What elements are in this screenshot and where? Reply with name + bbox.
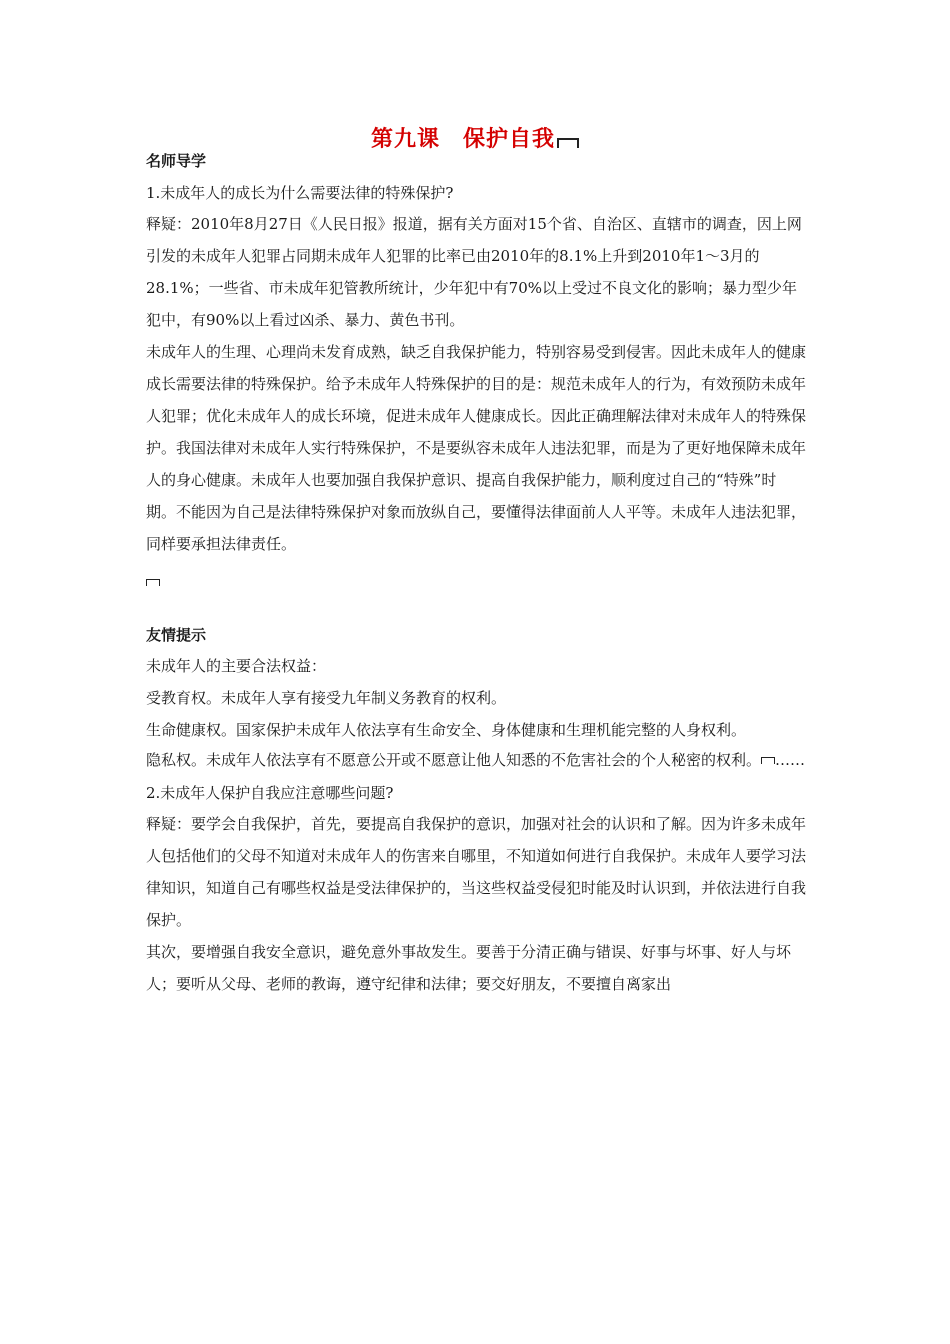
section-heading-tips: 友情提示 (146, 626, 207, 644)
question-2-body: 其次，要增强自我安全意识，避免意外事故发生。要善于分清正确与错误、好事与坏事、好人与坏人；要听从父母、老师的教诲，遵守纪律和法律；要交好朋友，不要擅自离家出 (146, 943, 792, 993)
bracket-mark-icon (761, 757, 775, 764)
question-2-explanation: 释疑：要学会自我保护，首先，要提高自我保护的意识，加强对社会的认识和了解。因为许多未成年人包括他们的父母不知道对未成年人的伤害来自哪里，不知道如何进行自我保护。未成年人要学习法律知识，知道自己有哪些权益是受法律保护的，当这些权益受侵犯时能及时认识到，并依法进行自我保护。 (146, 815, 807, 929)
tip-privacy (146, 744, 806, 776)
title-text: 第九课 保护自我 (370, 127, 555, 152)
tip-ellipsis: …… (775, 751, 806, 769)
bracket-mark-icon (557, 138, 579, 148)
bracket-mark-row (146, 572, 806, 590)
tip-health: 生命健康权。国家保护未成年人依法享有生命安全、身体健康和生理机能完整的人身权利。 (146, 721, 747, 739)
question-1-body: 未成年人的生理、心理尚未发育成熟，缺乏自我保护能力，特别容易受到侵害。因此未成年人的健康成长需要法律的特殊保护。给予未成年人特殊保护的目的是：规范未成年人的行为，有效预防未成年人犯罪；优化未成年人的成长环境，促进未成年人健康成长。因此正确理解法律对未成年人的特殊保护。我国法律对未成年人实行特殊保护，不是要纵容未成年人违法犯罪，而是为了更好地保障未成年人的身心健康。未成年人也要加强自我保护意识、提高自我保护能力，顺利度过自己的“特殊”时期。不能因为自己是法律特殊保护对象而放纵自己，要懂得法律面前人人平等。未成年人违法犯罪，同样要承担法律责任。 (146, 343, 807, 553)
tip-education: 受教育权。未成年人享有接受九年制义务教育的权利。 (146, 689, 507, 707)
bracket-mark-icon (146, 579, 160, 586)
section-heading-guide: 名师导学 (146, 152, 207, 170)
question-1-explanation: 释疑：2010年8月27日《人民日报》报道，据有关方面对15个省、自治区、直辖市的调查，因上网引发的未成年人犯罪占同期未成年人犯罪的比率已由2010年的8.1%上升到2010年1～3月的28.1%；一些省、市未成年犯管教所统计，少年犯中有70%以上受过不良文化的影响；暴力型少年犯中，有90%以上看过凶杀、暴力、黄色书刊。 (146, 215, 802, 329)
content (146, 150, 806, 1000)
tip-intro: 未成年人的主要合法权益： (146, 657, 327, 675)
question-1: 1.未成年人的成长为什么需要法律的特殊保护? (146, 184, 454, 202)
tip-privacy-text: 隐私权。未成年人依法享有不愿意公开或不愿意让他人知悉的不危害社会的个人秘密的权利。 (146, 751, 762, 769)
question-2: 2.未成年人保护自我应注意哪些问题? (146, 784, 394, 802)
